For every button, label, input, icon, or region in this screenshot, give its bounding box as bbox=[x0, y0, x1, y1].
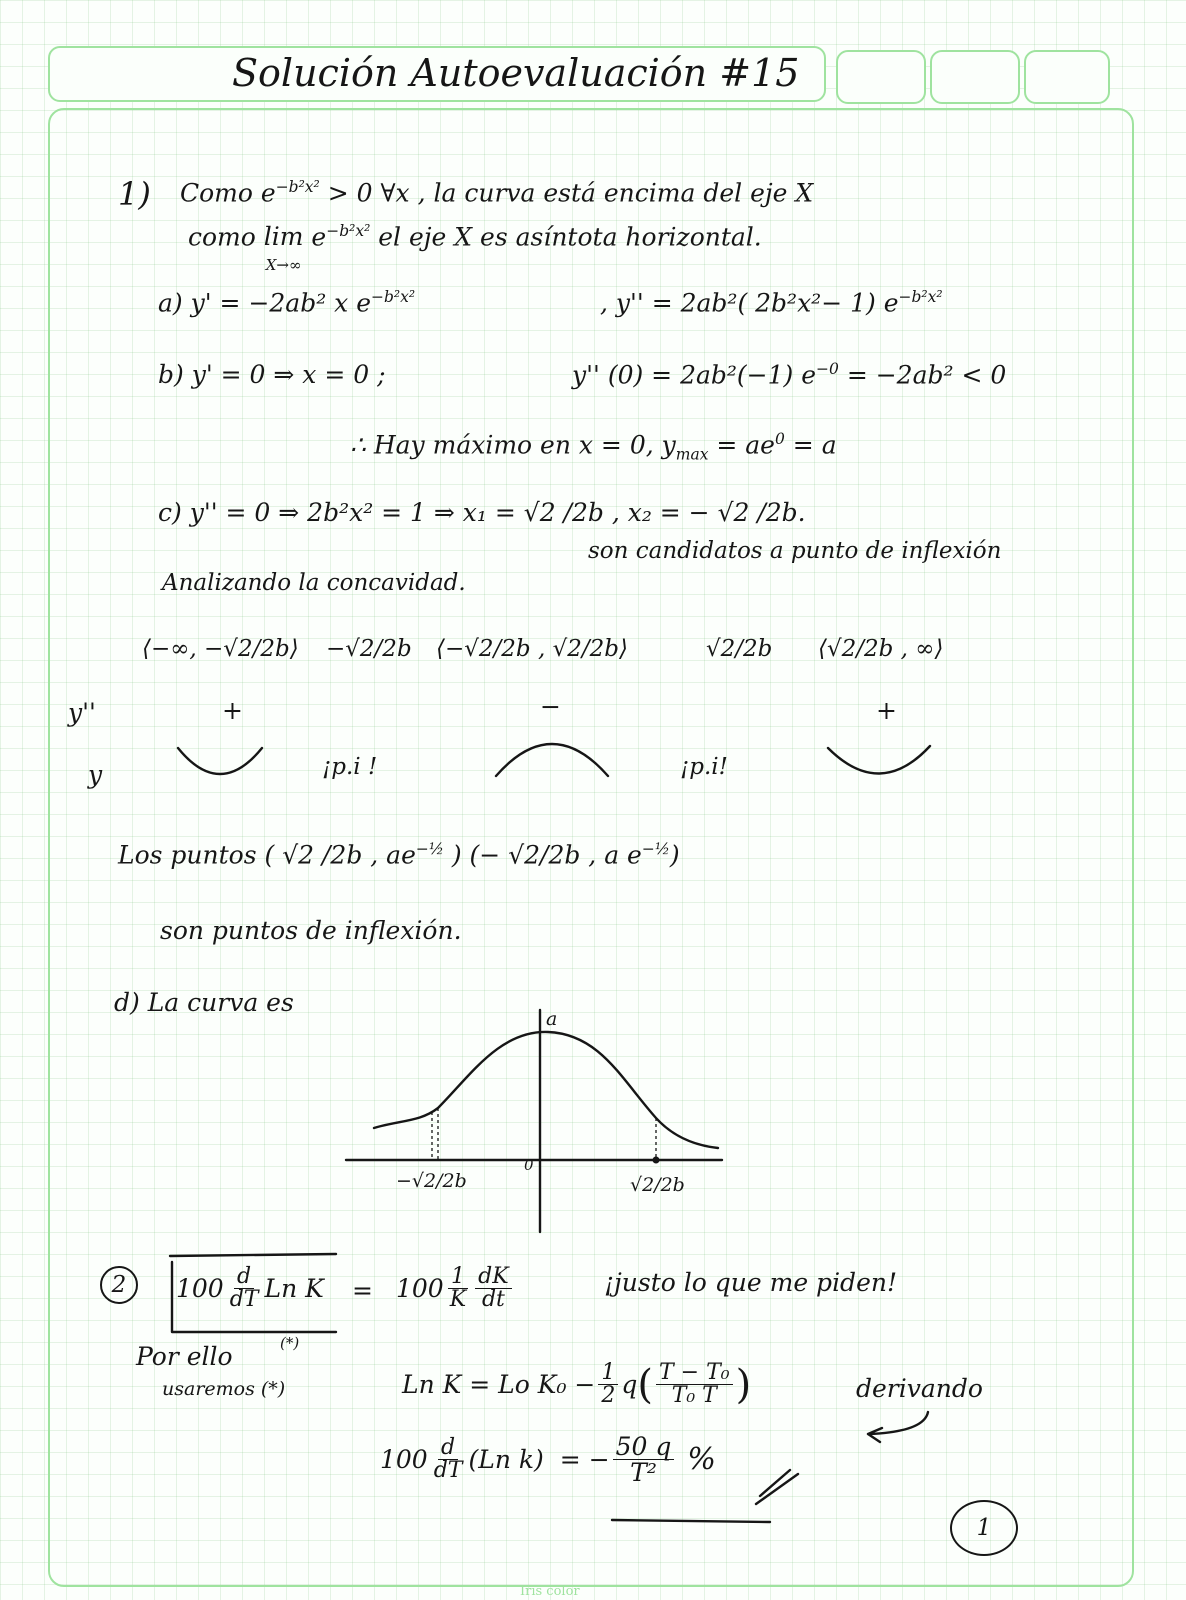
p1-a: a) y' = −2ab² x $e^{-b^2x^2}$ bbox=[158, 288, 416, 318]
p1-line1: Como $e^{-b^2x^2} > 0$ ∀x , la curva está encima del eje X bbox=[180, 178, 814, 208]
inflection-points-conclusion: son puntos de inflexión. bbox=[160, 916, 462, 945]
problem-2-number: 2 bbox=[100, 1266, 138, 1304]
p2-rhs: 100 $\frac{1}{K}$ $\frac{dK}{dt}$ bbox=[396, 1266, 515, 1311]
right-inflection-dot bbox=[653, 1157, 660, 1164]
page-number: 1 bbox=[976, 1515, 992, 1541]
p2-usaremos: usaremos (*) bbox=[162, 1378, 286, 1400]
bell-curve bbox=[374, 1032, 718, 1148]
p1-line2: como lim X→∞ $e^{-b^2x^2}$ el eje X es asíntota horizontal. bbox=[188, 222, 762, 274]
p1-c-candidates: son candidatos a punto de inflexión bbox=[588, 538, 1002, 564]
inflection-points-line: Los puntos ( √2 /2b , $ae^{-\frac{1}{2}}$ ) (− √2/2b , a $e^{-\frac{1}{2}}$) bbox=[118, 840, 680, 870]
p2-result: 100 $\frac{d}{dT}$ (Ln k) = − $\frac{50 q}{\text{T²}}$ % bbox=[380, 1432, 716, 1487]
p1-b-second: y'' (0) = 2ab²(−1) $e^{-0} = -2ab^2 < 0$ bbox=[572, 360, 1007, 390]
interval-2: ⟨−√2/2b , √2/2b⟩ bbox=[436, 636, 628, 662]
interval-1: ⟨−∞, −√2/2b⟩ bbox=[142, 636, 299, 662]
problem-1-number: 1) bbox=[118, 175, 151, 213]
inflection-mark-1: ¡p.i ! bbox=[322, 754, 378, 780]
p2-star-mark: (*) bbox=[280, 1334, 300, 1352]
p1-b: b) y' = 0 ⇒ x = 0 ; bbox=[158, 360, 386, 389]
p2-lhs: 100 $\frac{d}{dT}$ Ln K bbox=[176, 1264, 324, 1312]
graph-peak-label: a bbox=[546, 1008, 558, 1030]
interval-point-1: −√2/2b bbox=[326, 636, 412, 662]
graph-right-tick: √2/2b bbox=[630, 1174, 685, 1196]
p2-comment: ¡justo lo que me piden! bbox=[604, 1268, 898, 1297]
footer-brand: Iris color bbox=[520, 1584, 580, 1599]
interval-point-2: √2/2b bbox=[706, 636, 773, 662]
p2-por-ello: Por ello bbox=[136, 1342, 233, 1371]
p1-d: d) La curva es bbox=[114, 988, 294, 1017]
row-label-y: y bbox=[88, 760, 103, 789]
p2-equals: = bbox=[352, 1276, 373, 1305]
p1-analysis-label: Analizando la concavidad. bbox=[162, 570, 466, 596]
sign-1: + bbox=[222, 696, 243, 725]
p2-derivando: derivando bbox=[856, 1374, 983, 1403]
sign-2: − bbox=[540, 692, 561, 721]
p1-a-second-derivative: , y'' = 2ab²( 2b²x²− 1) $e^{-b^2x^2}$ bbox=[600, 288, 943, 318]
inflection-mark-2: ¡p.i! bbox=[680, 754, 728, 780]
graph-left-tick: −√2/2b bbox=[396, 1170, 467, 1192]
sign-3: + bbox=[876, 696, 897, 725]
page-number-circle bbox=[950, 1500, 1018, 1556]
interval-3: ⟨√2/2b , ∞⟩ bbox=[818, 636, 944, 662]
page-title: Solución Autoevaluación #15 bbox=[232, 51, 800, 95]
p1-maximum: ∴ Hay máximo en x = 0, $y_{max} = ae^0 = a$ bbox=[350, 430, 837, 464]
graph-origin-label: 0 bbox=[524, 1156, 534, 1174]
p2-lnk-equation: Ln K = Lo K₀ − $\frac{1}{2}$ q ( $\frac{\text{T − T₀}}{\text{T₀ T}}$ ) bbox=[402, 1360, 752, 1408]
row-label-ypp: y'' bbox=[68, 698, 96, 727]
p1-c: c) y'' = 0 ⇒ 2b²x² = 1 ⇒ x₁ = √2 /2b , x₂ = − √2 /2b. bbox=[158, 498, 806, 527]
